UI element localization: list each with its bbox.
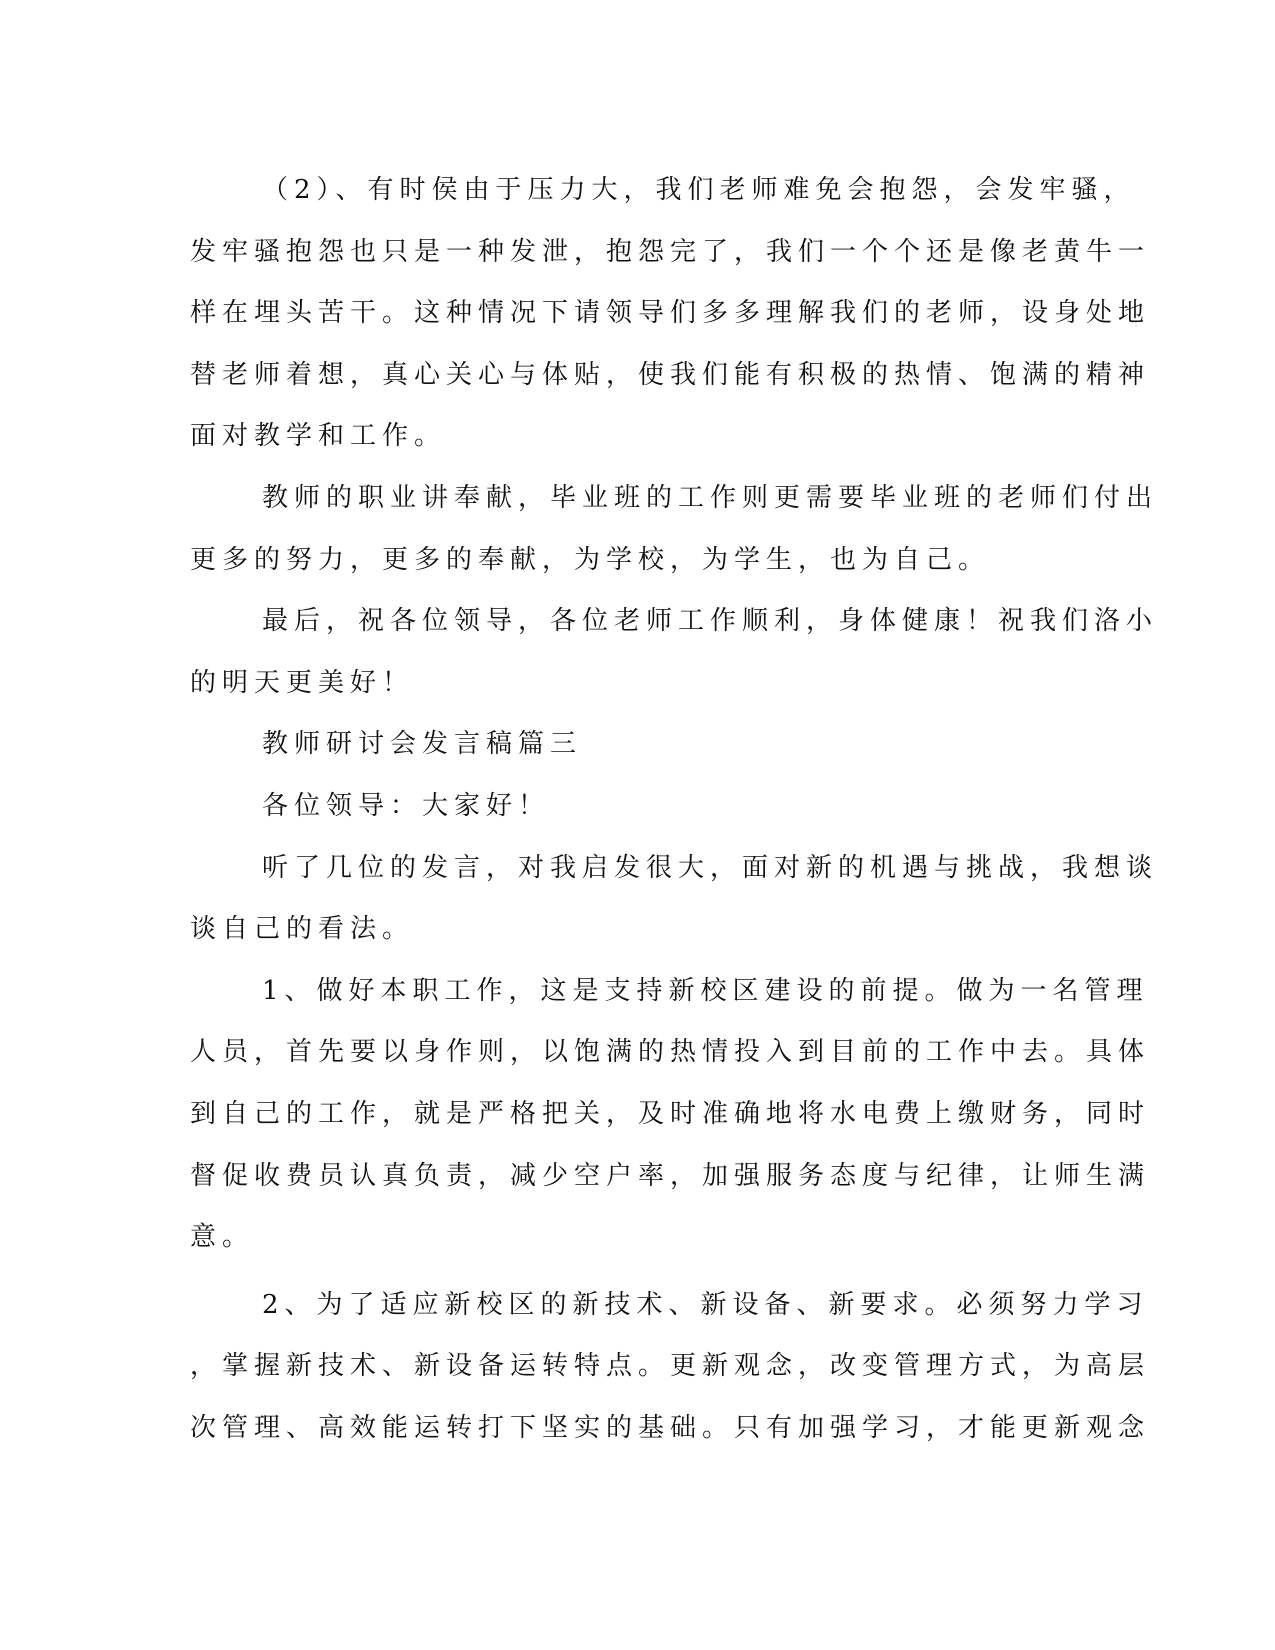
text-line: 2、为了适应新校区的新技术、新设备、新要求。必须努力学习: [262, 1289, 1149, 1320]
section-heading: 教师研讨会发言稿篇三: [262, 729, 583, 760]
text-line: 人员，首先要以身作则，以饱满的热情投入到目前的工作中去。具体: [190, 1037, 1151, 1068]
text-line: 替老师着想，真心关心与体贴，使我们能有积极的热情、饱满的精神: [190, 359, 1151, 390]
text-line: ，掌握新技术、新设备运转特点。更新观念，改变管理方式，为高层: [190, 1351, 1151, 1382]
text-line: 到自己的工作，就是严格把关，及时准确地将水电费上缴财务，同时: [190, 1098, 1151, 1129]
text-line: 听了几位的发言，对我启发很大，面对新的机遇与挑战，我想谈: [262, 852, 1159, 883]
text-line: 督促收费员认真负责，减少空户率，加强服务态度与纪律，让师生满: [190, 1160, 1151, 1191]
text-line: 最后，祝各位领导，各位老师工作顺利，身体健康！祝我们洛小: [262, 606, 1159, 637]
text-line: 样在埋头苦干。这种情况下请领导们多多理解我们的老师，设身处地: [190, 298, 1151, 329]
text-line: 发牢骚抱怨也只是一种发泄，抱怨完了，我们一个个还是像老黄牛一: [190, 236, 1151, 267]
text-line: 意。: [190, 1222, 255, 1253]
text-line: 的明天更美好！: [190, 667, 415, 698]
document-body: [190, 160, 1159, 1459]
text-line: 面对教学和工作。: [190, 421, 447, 452]
text-line: （2）、有时侯由于压力大，我们老师难免会抱怨，会发牢骚，: [262, 175, 1136, 205]
text-line: 1、做好本职工作，这是支持新校区建设的前提。做为一名管理: [262, 975, 1149, 1006]
salutation: 各位领导：大家好！: [262, 790, 551, 821]
text-line: 次管理、高效能运转打下坚实的基础。只有加强学习，才能更新观念: [190, 1412, 1151, 1443]
text-line: 谈自己的看法。: [190, 914, 415, 945]
text-line: 教师的职业讲奉献，毕业班的工作则更需要毕业班的老师们付出: [262, 482, 1159, 513]
text-line: 更多的努力，更多的奉献，为学校，为学生，也为自己。: [190, 544, 991, 575]
